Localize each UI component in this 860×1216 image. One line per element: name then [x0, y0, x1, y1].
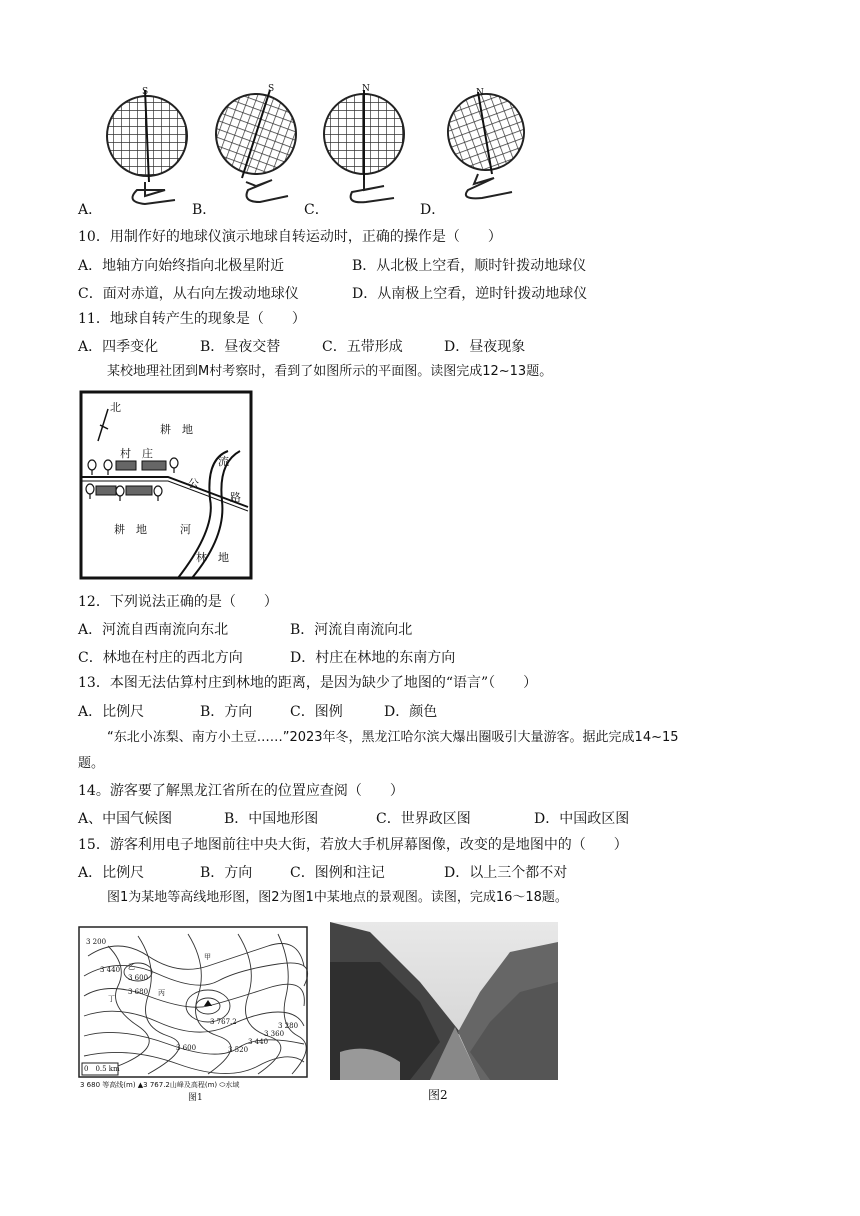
- q11-stem: 11．地球自转产生的现象是（ ）: [78, 311, 306, 327]
- intro-16-18: 图1为某地等高线地形图，图2为图1中某地点的景观图。读图，完成16～18题。: [107, 890, 568, 905]
- intro-12-13: 某校地理社团到M村考察时，看到了如图所示的平面图。读图完成12~13题。: [107, 364, 553, 379]
- map-north-label: 北: [110, 401, 121, 414]
- q12-option-c: C．林地在村庄的西北方向: [78, 650, 243, 666]
- q10-option-b: B．从北极上空看，顺时针拨动地球仪: [352, 258, 587, 274]
- q12-option-a: A．河流自西南流向东北: [78, 622, 229, 638]
- q10-option-a: A．地轴方向始终指向北极星附近: [78, 258, 285, 274]
- landscape-photo-figure: [330, 922, 560, 1106]
- globe-b-pole: S: [268, 84, 275, 94]
- contour-label-3600: 3 600: [128, 974, 149, 982]
- globes-illustration: [100, 78, 560, 213]
- globe-option-c: C．: [304, 202, 329, 218]
- q13-option-c: C．图例: [290, 704, 343, 720]
- q12-option-b: B．河流自南流向北: [290, 622, 413, 638]
- contour-map-drawing: [78, 926, 310, 1104]
- q13-option-a: A．比例尺: [78, 704, 145, 720]
- q14-option-a: A、中国气候图: [78, 811, 173, 827]
- point-bing: 丙: [158, 989, 165, 997]
- q15-option-b: B．方向: [200, 865, 253, 881]
- intro-14-15-line1: “东北小冻梨、南方小土豆……”2023年冬，黑龙江哈尔滨大爆出圈吸引大量游客。据此完成14~15: [107, 730, 679, 745]
- globe-option-a: A．: [78, 202, 103, 218]
- contour-label-3600b: 3 600: [176, 1044, 197, 1052]
- q12-stem: 12．下列说法正确的是（ ）: [78, 594, 278, 610]
- q15-option-c: C．图例和注记: [290, 865, 385, 881]
- contour-label-3680: 3 680: [128, 988, 149, 996]
- q15-option-d: D．以上三个都不对: [444, 865, 568, 881]
- scale-bar: 0 0.5 km: [84, 1065, 120, 1073]
- contour-label-3360: 3 360: [264, 1030, 285, 1038]
- globe-c: [324, 90, 404, 202]
- contour-label-3280: 3 280: [278, 1022, 299, 1030]
- map-forest-label: 林 地: [196, 551, 229, 564]
- point-yi: 乙: [128, 963, 135, 971]
- q15-stem: 15．游客利用电子地图前往中央大街，若放大手机屏幕图像，改变的是地图中的（ ）: [78, 837, 628, 853]
- map-village-label: 村 庄: [120, 447, 153, 460]
- intro-14-15-line2: 题。: [78, 756, 105, 771]
- figure-2-caption: 图2: [428, 1088, 448, 1102]
- q10-option-d: D．从南极上空看，逆时针拨动地球仪: [352, 286, 588, 302]
- q14-option-d: D．中国政区图: [534, 811, 630, 827]
- landscape-photo: [330, 922, 560, 1082]
- q15-option-a: A．比例尺: [78, 865, 145, 881]
- q13-stem: 13．本图无法估算村庄到林地的距离，是因为缺少了地图的“语言”（ ）: [78, 675, 538, 691]
- contour-label-3520: 3 520: [228, 1046, 249, 1054]
- map-road-char-2: 路: [230, 491, 241, 504]
- globe-a: [107, 90, 187, 204]
- q13-option-d: D．颜色: [384, 704, 438, 720]
- map-river-char-2: 河: [180, 523, 191, 536]
- q10-option-c: C．面对赤道，从右向左拨动地球仪: [78, 286, 299, 302]
- q10-stem: 10．用制作好的地球仪演示地球自转运动时，正确的操作是（ ）: [78, 229, 502, 245]
- globe-option-b: B．: [192, 202, 217, 218]
- contour-label-3200: 3 200: [86, 938, 107, 946]
- q14-option-b: B．中国地形图: [224, 811, 319, 827]
- globe-a-pole: S: [142, 87, 149, 97]
- q14-option-c: C．世界政区图: [376, 811, 471, 827]
- q11-option-b: B．昼夜交替: [200, 339, 281, 355]
- peak-label: 3 767.2: [210, 1018, 237, 1026]
- figure-1-caption: 图1: [188, 1093, 203, 1103]
- q14-stem: 14。游客要了解黑龙江省所在的位置应查阅（ ）: [78, 783, 404, 799]
- q13-option-b: B．方向: [200, 704, 253, 720]
- q11-option-c: C．五带形成: [322, 339, 403, 355]
- contour-map-figure: [78, 926, 310, 1104]
- contour-label-3440b: 3 440: [248, 1038, 269, 1046]
- contour-legend: 3 680 等高线(m) ▲3 767.2山峰及高程(m) ⬭水域: [80, 1081, 240, 1089]
- q11-option-a: A．四季变化: [78, 339, 159, 355]
- point-jia: 甲: [204, 953, 211, 961]
- map-river-char-1: 流: [218, 455, 229, 468]
- globe-c-pole: N: [362, 84, 370, 94]
- globe-d: [437, 83, 534, 198]
- map-road-char-1: 公: [188, 477, 199, 490]
- q11-option-d: D．昼夜现象: [444, 339, 526, 355]
- globe-option-d: D．: [420, 202, 446, 218]
- map-farmland-top: 耕 地: [160, 423, 193, 436]
- globes-figure: [100, 78, 560, 213]
- globe-b: [205, 83, 308, 202]
- map-farmland-bottom: 耕 地: [114, 523, 147, 536]
- point-ding: 丁: [108, 995, 115, 1003]
- globe-d-pole: N: [476, 88, 484, 98]
- village-map: [78, 389, 254, 581]
- q12-option-d: D．村庄在林地的东南方向: [290, 650, 456, 666]
- contour-label-3440: 3 440: [100, 966, 121, 974]
